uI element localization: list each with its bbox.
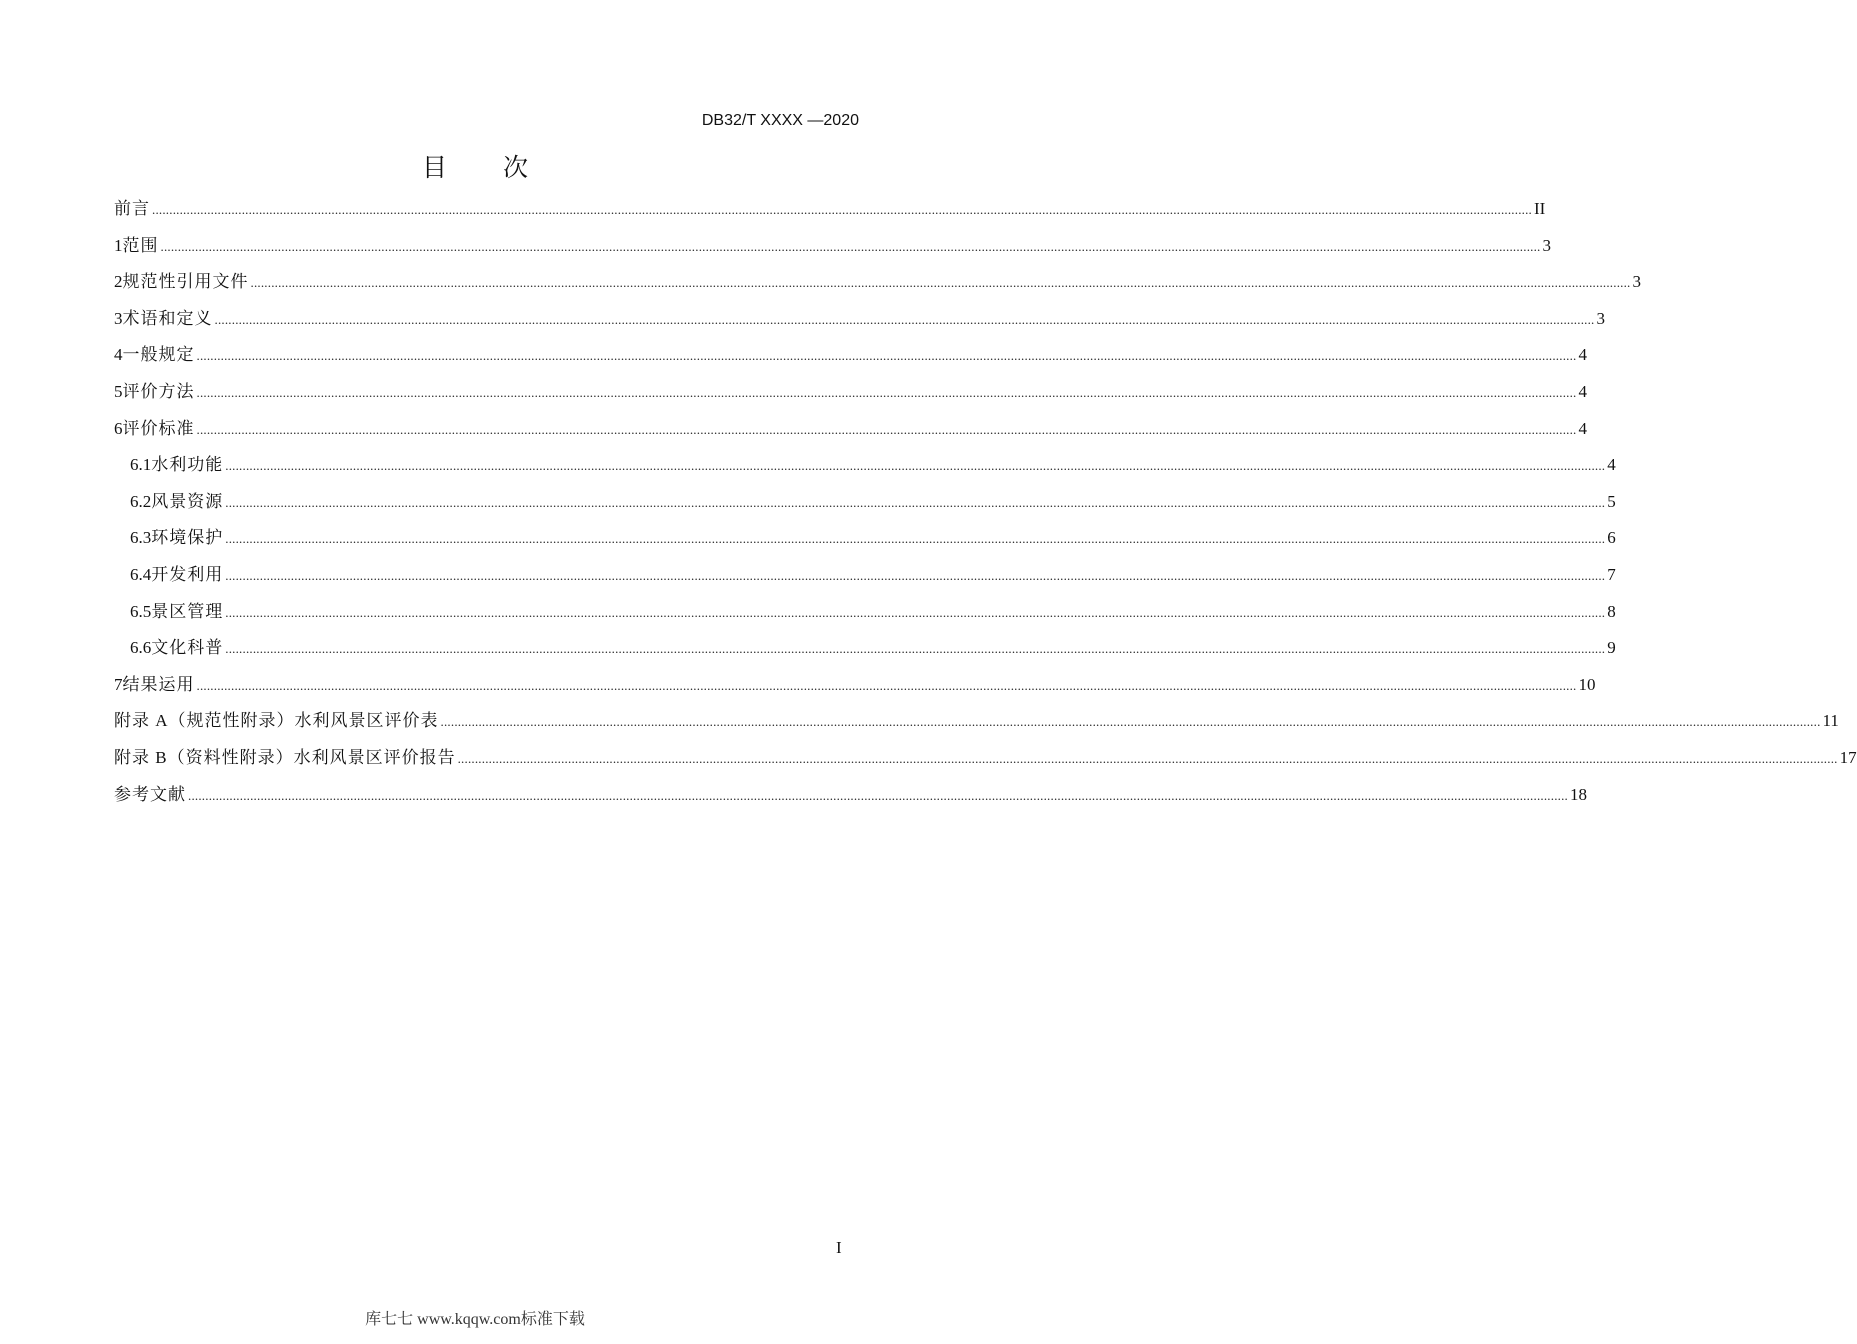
- toc-entry[interactable]: [114, 231, 1551, 268]
- dot-leader: ................................................................................................................................................................................................................................................................................................................................................................................................................: [250, 275, 1631, 291]
- dot-leader: ................................................................................................................................................................................................................................................................................................................................................................................................................: [188, 787, 1568, 803]
- toc-entry-label: 开发利用: [151, 564, 224, 584]
- toc-entry-label: 一般规定: [122, 345, 195, 365]
- toc-entry-page: 8: [1607, 601, 1616, 621]
- toc-entry[interactable]: [114, 450, 1616, 487]
- table-of-contents: [114, 194, 1857, 816]
- toc-entry[interactable]: [114, 523, 1616, 560]
- dot-leader: ................................................................................................................................................................................................................................................................................................................................................................................................................: [225, 641, 1606, 657]
- toc-entry-number: 5: [114, 381, 123, 401]
- dot-leader: ................................................................................................................................................................................................................................................................................................................................................................................................................: [196, 421, 1577, 437]
- toc-entry-label: 环境保护: [151, 528, 224, 548]
- toc-entry-label: 规范性引用文件: [122, 272, 249, 292]
- toc-entry-label: 术语和定义: [122, 308, 213, 328]
- toc-entry-page: 11: [1822, 711, 1839, 731]
- dot-leader: ................................................................................................................................................................................................................................................................................................................................................................................................................: [440, 714, 1821, 730]
- toc-entry-number: 7: [114, 674, 123, 694]
- toc-entry-label: 附录 A（规范性附录）水利风景区评价表: [114, 711, 439, 731]
- toc-entry-number: 6.6: [130, 638, 152, 658]
- toc-entry-page: II: [1534, 199, 1546, 218]
- toc-entry-page: 10: [1578, 674, 1596, 694]
- toc-entry-label: 结果运用: [122, 674, 195, 694]
- toc-entry-page: 4: [1607, 455, 1616, 475]
- page-number: I: [836, 1238, 842, 1257]
- toc-entry-page: 4: [1578, 418, 1587, 438]
- dot-leader: ................................................................................................................................................................................................................................................................................................................................................................................................................: [225, 567, 1606, 583]
- toc-entry-page: 3: [1542, 235, 1551, 255]
- toc-entry[interactable]: [114, 340, 1587, 377]
- toc-entry-page: 3: [1596, 308, 1605, 328]
- toc-entry-page: 17: [1839, 747, 1857, 767]
- toc-entry-label: 前言: [114, 199, 150, 218]
- toc-entry-page: 6: [1607, 528, 1616, 548]
- toc-entry-page: 3: [1632, 272, 1641, 292]
- toc-entry[interactable]: [114, 706, 1839, 743]
- toc-entry-number: 4: [114, 345, 123, 365]
- dot-leader: ................................................................................................................................................................................................................................................................................................................................................................................................................: [225, 458, 1606, 474]
- dot-leader: ................................................................................................................................................................................................................................................................................................................................................................................................................: [196, 677, 1577, 693]
- dot-leader: ................................................................................................................................................................................................................................................................................................................................................................................................................: [225, 494, 1606, 510]
- dot-leader: ................................................................................................................................................................................................................................................................................................................................................................................................................: [457, 750, 1838, 766]
- toc-entry-number: 1: [114, 235, 123, 255]
- toc-entry[interactable]: [114, 414, 1587, 451]
- toc-entry-label: 风景资源: [151, 491, 224, 511]
- toc-entry-page: 4: [1578, 345, 1587, 365]
- toc-entry-number: 6.2: [130, 491, 152, 511]
- toc-entry[interactable]: [114, 560, 1616, 597]
- document-code: DB32/T XXXX —2020: [701, 112, 859, 129]
- toc-entry-number: 6.3: [130, 528, 152, 548]
- toc-entry[interactable]: [114, 780, 1587, 817]
- dot-leader: ................................................................................................................................................................................................................................................................................................................................................................................................................: [196, 348, 1577, 364]
- toc-entry-number: 6.1: [130, 455, 152, 475]
- toc-entry-label: 附录 B（资料性附录）水利风景区评价报告: [114, 747, 456, 767]
- page-title: 目 次: [422, 153, 552, 182]
- toc-entry-number: 6: [114, 418, 123, 438]
- toc-entry-page: 7: [1607, 564, 1616, 584]
- toc-entry[interactable]: [114, 633, 1616, 670]
- toc-entry[interactable]: [114, 487, 1616, 524]
- toc-entry[interactable]: [114, 743, 1857, 780]
- toc-entry-page: 4: [1578, 381, 1587, 401]
- dot-leader: ................................................................................................................................................................................................................................................................................................................................................................................................................: [225, 531, 1606, 547]
- toc-entry-number: 3: [114, 308, 123, 328]
- toc-entry-number: 6.4: [130, 564, 152, 584]
- toc-entry-label: 评价标准: [122, 418, 195, 438]
- toc-entry[interactable]: [114, 597, 1616, 634]
- dot-leader: ................................................................................................................................................................................................................................................................................................................................................................................................................: [160, 238, 1541, 254]
- toc-entry[interactable]: [114, 377, 1587, 414]
- toc-entry[interactable]: [114, 194, 1546, 231]
- dot-leader: ................................................................................................................................................................................................................................................................................................................................................................................................................: [196, 384, 1577, 400]
- toc-entry-label: 评价方法: [122, 381, 195, 401]
- toc-entry-label: 文化科普: [151, 638, 224, 658]
- toc-entry-label: 范围: [122, 235, 159, 255]
- toc-entry-label: 景区管理: [151, 601, 224, 621]
- toc-entry-number: 2: [114, 272, 123, 292]
- toc-entry[interactable]: [114, 267, 1641, 304]
- dot-leader: ................................................................................................................................................................................................................................................................................................................................................................................................................: [152, 202, 1532, 217]
- toc-entry[interactable]: [114, 304, 1605, 341]
- dot-leader: ................................................................................................................................................................................................................................................................................................................................................................................................................: [214, 311, 1595, 327]
- toc-entry-number: 6.5: [130, 601, 152, 621]
- toc-entry-label: 水利功能: [151, 455, 224, 475]
- footer-watermark: 库七七 www.kqqw.com标准下载: [365, 1311, 585, 1328]
- toc-entry-page: 9: [1607, 638, 1616, 658]
- toc-entry-label: 参考文献: [114, 784, 186, 804]
- dot-leader: ................................................................................................................................................................................................................................................................................................................................................................................................................: [225, 604, 1606, 620]
- toc-entry-page: 5: [1607, 491, 1616, 511]
- toc-entry[interactable]: [114, 670, 1596, 707]
- toc-entry-page: 18: [1570, 784, 1587, 804]
